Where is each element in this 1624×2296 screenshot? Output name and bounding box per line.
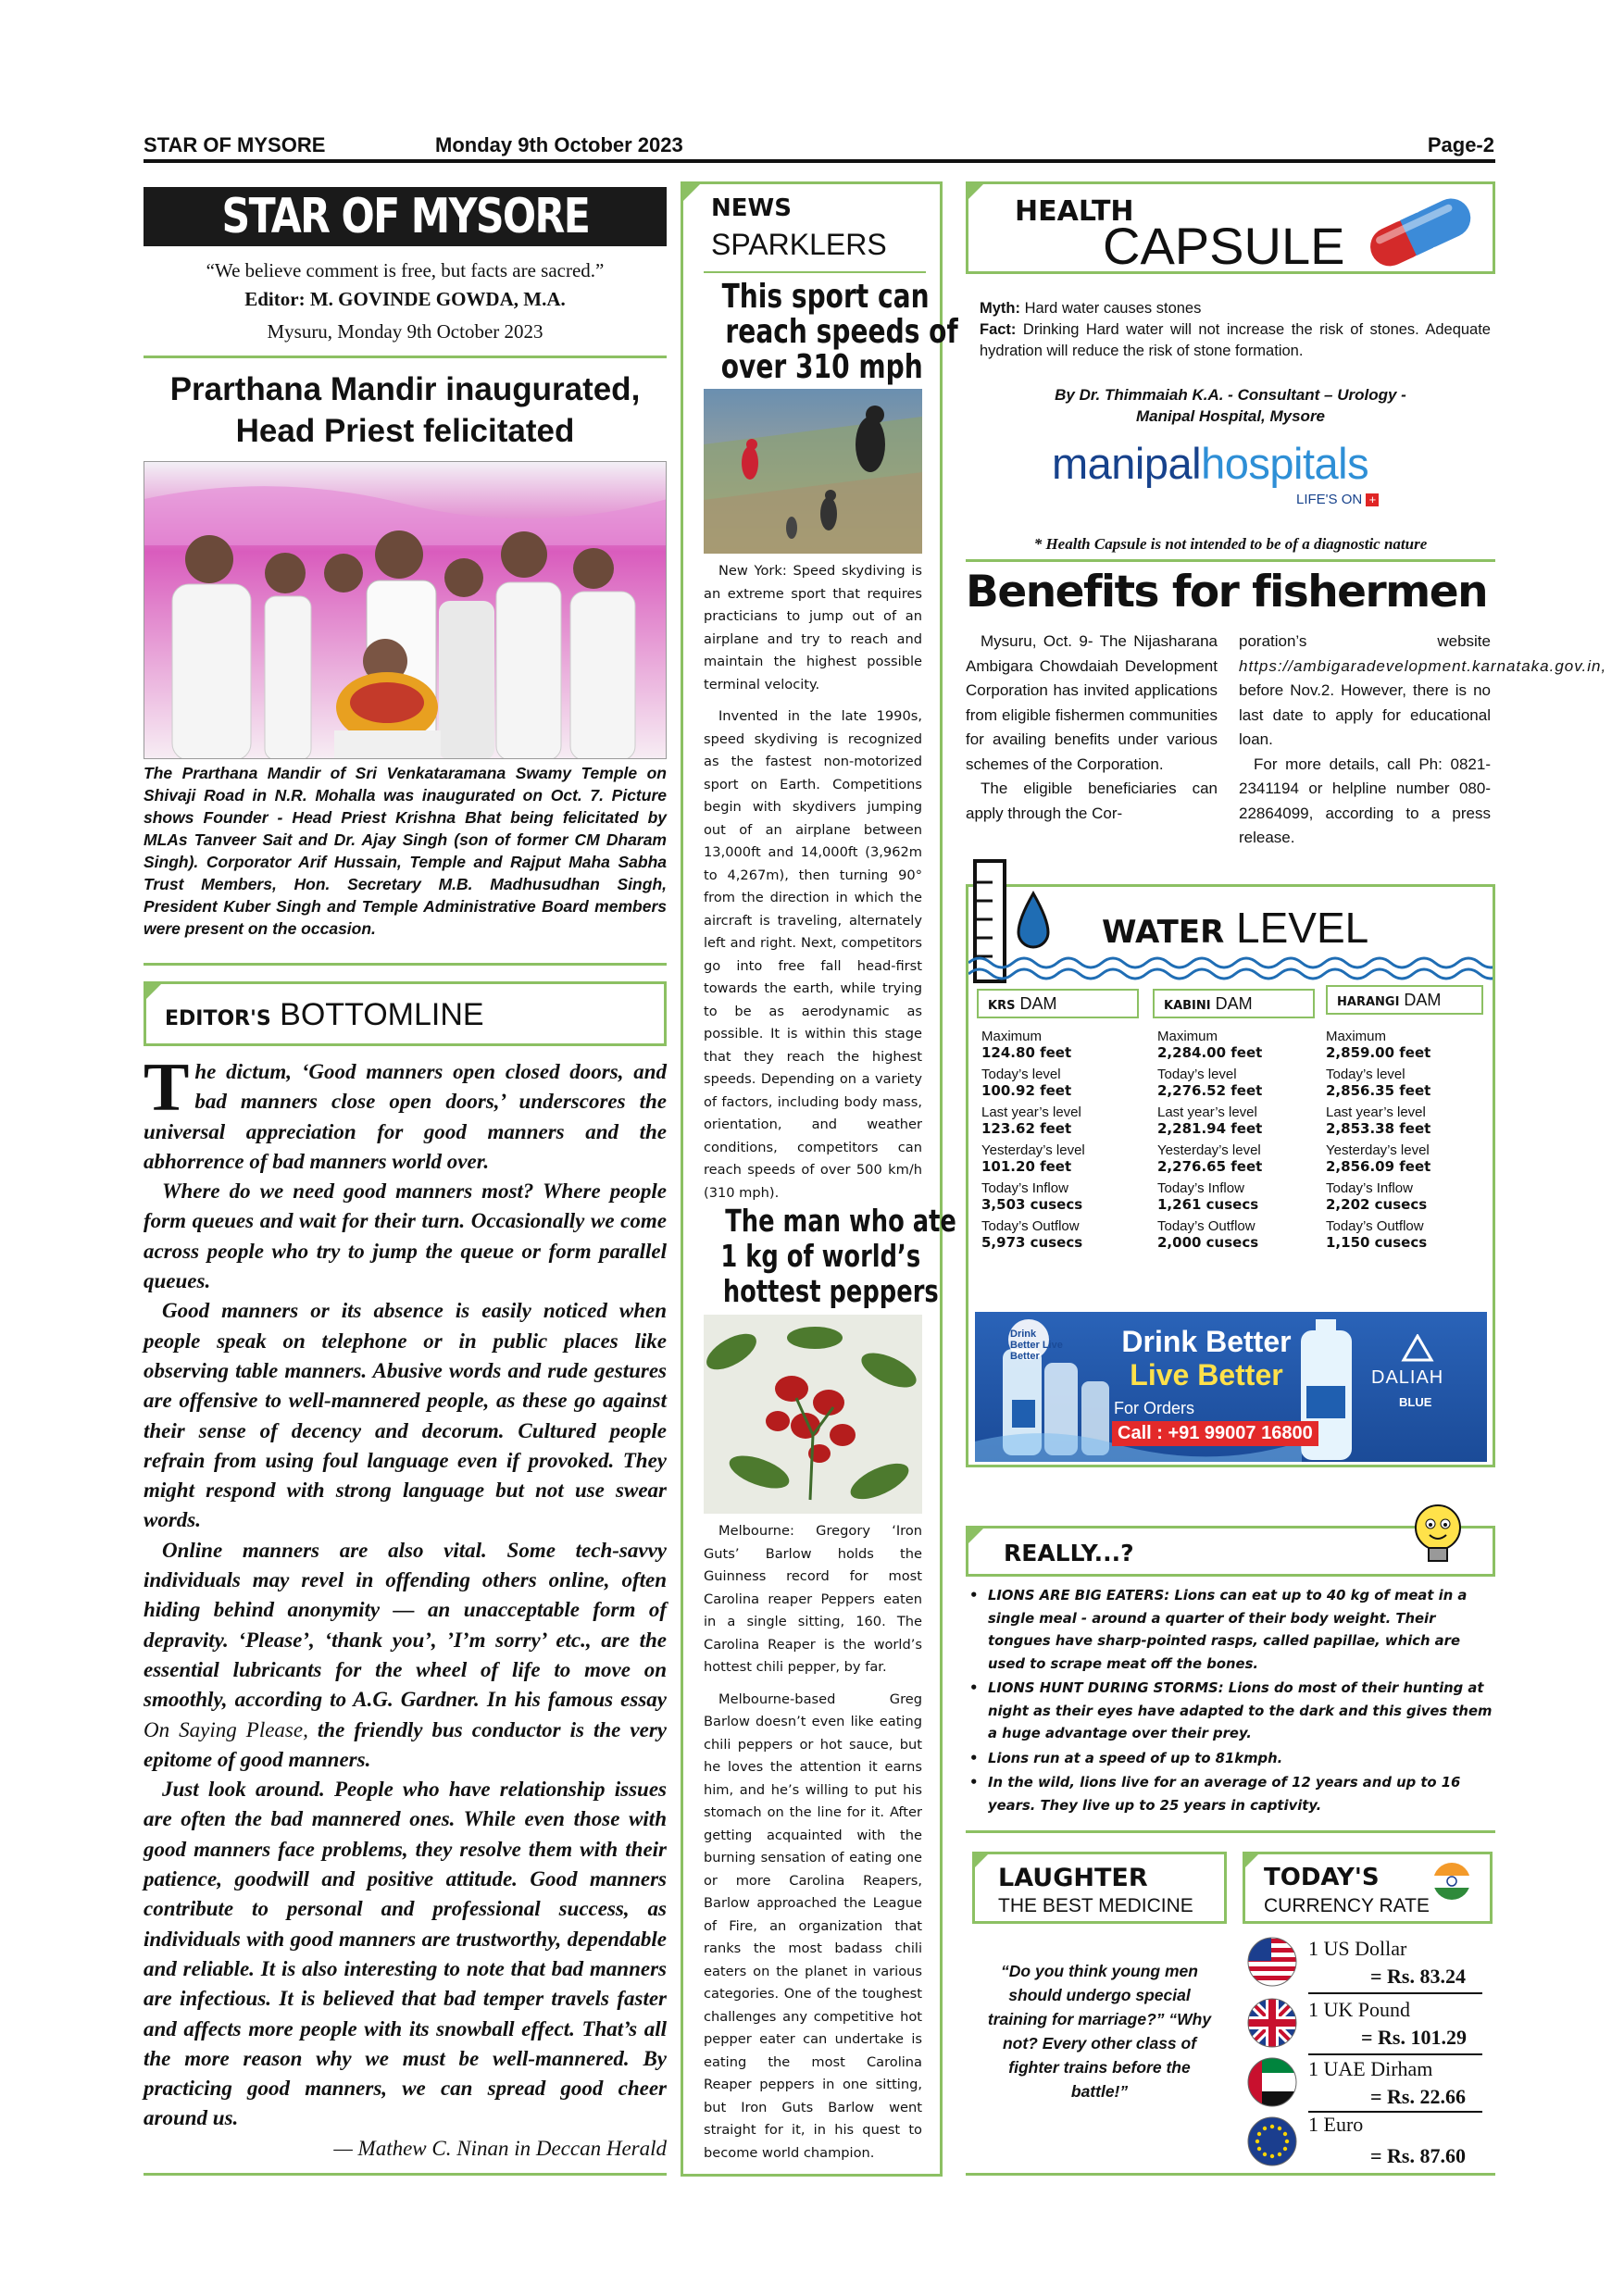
corner-triangle: [1243, 1852, 1261, 1870]
corner-triangle: [972, 1852, 991, 1870]
really-label: REALLY...?: [1004, 1540, 1134, 1566]
laughter-joke: “Do you think young men should undergo special training for marriage?” “Why not? Every other class of fighter trains before the battle!”: [987, 1962, 1212, 2101]
currency-name-aed: 1 UAE Dirham: [1308, 2057, 1433, 2080]
story2-body: [704, 1520, 922, 2174]
ad-brand: DALIAH: [1371, 1367, 1444, 1388]
divider: [966, 559, 1495, 562]
currency-label-bold: TODAY'S: [1264, 1864, 1380, 1891]
corner-triangle: [966, 1526, 986, 1546]
corner-triangle: [681, 181, 703, 204]
fishermen-url[interactable]: https://ambigaradevelopment.karnataka.gov.in,: [1239, 656, 1607, 675]
divider: [966, 1830, 1495, 1833]
health-capsule-label-bold: HEALTH: [1015, 195, 1134, 228]
masthead-editor: Editor: M. GOVINDE GOWDA, M.A.: [244, 288, 566, 310]
page-number: Page-2: [1427, 133, 1494, 156]
currency-name-eur: 1 Euro: [1308, 2113, 1364, 2136]
divider: [144, 963, 667, 966]
bottle-label: Drink Better Live Better: [1010, 1329, 1063, 1362]
really-item: • In the wild, lions live for an average of 12 years and up to 16 years. They live up to 25 years in captivity.: [966, 1772, 1495, 1817]
really-item: • Lions run at a speed of up to 81kmph.: [966, 1748, 1495, 1771]
water-ad[interactable]: [975, 1312, 1487, 1462]
daliah-logo-icon: [1394, 1334, 1441, 1362]
currency-label-light: CURRENCY RATE: [1264, 1895, 1430, 1916]
paper-name: STAR OF MYSORE: [144, 133, 326, 156]
lead-photo: [144, 461, 667, 759]
rate-underline: [1308, 1992, 1482, 1994]
capsule-icon: [1353, 184, 1492, 277]
editorial-body: [144, 1050, 667, 2164]
currency-rate-eur: = Rs. 87.60: [1370, 2144, 1466, 2167]
editorial-paragraph: Online manners are also vital. Some tech-savvy individuals may revel in offending others online, often hiding behind anonymity — an unacceptable form of depravity. ‘Please’, ‘thank you’, ’I’m sorry’ etc., are the essential lubricants for the wheel of life to move on smoothly, according to A.G. Gardner. In his famous essay On Saying Please, the friendly bus conductor is the very epitome of good manners.: [144, 1538, 667, 1771]
currency-rate-gbp: = Rs. 101.29: [1361, 2026, 1467, 2049]
health-capsule-header: [966, 181, 1495, 274]
currency-name-gbp: 1 UK Pound: [1308, 1998, 1411, 2021]
dam-data-krs: Maximum 124.80 feet Today’s level 100.92 feet Last year’s level 123.62 feet Yesterday’s level 101.20 feet Today’s Inflow 3,503 cusecs Today’s Outflow 5,973 cusecs: [981, 1029, 1085, 1251]
story2-paragraph: Melbourne: Gregory ‘Iron Guts’ Barlow holds the Guinness record for most Carolina reaper Peppers eaten in a single sitting, 160. The Carolina Reaper is the world’s hottest chili pepper, by far.: [704, 1523, 922, 1675]
masthead-tagline: “We believe comment is free, but facts are sacred.”: [206, 259, 605, 281]
currency-header: [1243, 1852, 1493, 1924]
lightbulb-icon: [1405, 1498, 1470, 1572]
fishermen-col1: [966, 630, 1218, 826]
currency-rate-usd: = Rs. 83.24: [1370, 1965, 1466, 1988]
news-sparklers-label-light: SPARKLERS: [711, 228, 887, 261]
plus-icon: +: [1366, 493, 1379, 506]
dropcap: T: [144, 1050, 190, 1126]
health-disclaimer: * Health Capsule is not intended to be of a diagnostic nature: [1033, 535, 1428, 553]
editorial-paragraph: Just look around. People who have relationship issues are often the bad mannered ones. While even those with good manners face problems, they resolve them with their patience, goodwill and positive attitude. Good manners contribute to personal and professional success, as individuals with good manners are trustworthy, dependable and reliable. It is also interesting to note that bad manners are infectious. It is believed that bad temper travels faster and affects more people with its snowball effect. That’s all the more reason why we must be well-mannered. By practicing good manners, we can spread good cheer around us.: [144, 1778, 667, 2130]
ad-for-orders: For Orders: [1114, 1399, 1195, 1417]
fishermen-col2: [1239, 630, 1607, 851]
laughter-header: [972, 1852, 1227, 1924]
story2-headline: The man who ate 1 kg of world’s hottest peppers: [720, 1203, 956, 1309]
story1-paragraph: New York: Speed skydiving is an extreme sport that requires practicians to jump out of an airplane and try to reach and maintain the highest possible terminal velocity.: [704, 563, 922, 693]
health-myth-fact: Myth: Hard water causes stones Fact: Drinking Hard water will not increase the risk of stones. Adequate hydration will reduce the risk of stone formation.: [980, 300, 1491, 359]
header-rule: [144, 159, 1495, 163]
col2-border-bottom: [681, 2174, 943, 2177]
editorial-paragraph: Where do we need good manners most? Where people form queues and wait for their turn. Occasionally we come across people who try to jump the queue or form parallel queues.: [144, 1179, 667, 1293]
really-list: [966, 1585, 1495, 1819]
ad-phone[interactable]: Call : +91 99007 16800: [1112, 1421, 1318, 1446]
editorial-paragraph: Good manners or its absence is easily noticed when people speak on telephone or in public places like observing table manners. Abusive words and rude gestures are offensive to well-mannered people, as these go against their sense of decency and decorum. Cultured people refrain from using foul language even if provoked. They might respond with strong language but not use swear words.: [144, 1299, 667, 1532]
editorial-paragraph: The dictum, ‘Good manners open closed doors, and bad manners close open doors,’ underscores the universal appreciation for good manners and the abhorrence of bad manners world over.: [144, 1050, 667, 1173]
dam-header-kabini: KABINI DAM: [1153, 989, 1315, 1018]
manipal-tagline: LIFE'S ON +: [1296, 492, 1379, 507]
us-flag-icon: [1245, 1935, 1299, 1989]
health-byline: By Dr. Thimmaiah K.A. - Consultant – Urology - Manipal Hospital, Mysore: [1055, 386, 1406, 425]
laughter-label-bold: LAUGHTER: [998, 1864, 1148, 1892]
dam-header-krs: KRS DAM: [977, 989, 1139, 1018]
col2-border-left: [681, 181, 683, 2177]
editors-bottomline-header: [144, 981, 667, 1046]
dam-header-harangi: HARANGI DAM: [1326, 985, 1483, 1015]
fishermen-headline: Benefits for fishermen: [966, 567, 1488, 618]
laughter-label-light: THE BEST MEDICINE: [998, 1895, 1193, 1916]
fishermen-paragraph: poration’s website https://ambigaradevelopment.karnataka.gov.in, before Nov.2. However, there is no last date to apply for educational loan.: [1239, 632, 1607, 748]
story2-paragraph: Melbourne-based Greg Barlow doesn’t even like eating chili peppers or hot sauce, but he loves the attention it earns him, and he’s willing to put his stomach on the line for it. After getting acquainted with the burning sensation of eating one or more Carolina Reapers, Barlow approached the League of Fire, an organization that ranks the most badass chili eaters on the planet in various categories. One of the toughest challenges any competitive hot pepper eater can undertake is eating the most Carolina Reaper peppers in one sitting, but Iron Guts Barlow went straight for it, in his quest to become world champion.: [704, 1691, 922, 2161]
story1-headline: This sport can reach speeds of over 310 mph: [720, 278, 958, 386]
fishermen-paragraph: The eligible beneficiaries can apply through the Cor-: [966, 780, 1218, 822]
water-level-label: WATER LEVEL: [1102, 904, 1369, 952]
divider: [144, 356, 667, 358]
lead-headline: Prarthana Mandir inaugurated, Head Priest felicitated: [169, 371, 641, 449]
divider: [144, 2173, 667, 2176]
news-sparklers-label-bold: NEWS: [711, 194, 792, 222]
rate-underline: [1308, 2053, 1482, 2055]
col2-border-right: [940, 181, 943, 2177]
corner-triangle: [966, 181, 986, 202]
col2-border-top: [681, 181, 943, 184]
currency-rate-aed: = Rs. 22.66: [1370, 2085, 1466, 2108]
currency-name-usd: 1 US Dollar: [1308, 1937, 1407, 1960]
divider: [966, 2173, 1495, 2176]
ad-slogan: Drink Better Live Better: [1121, 1325, 1292, 1391]
ad-brand-sub: BLUE: [1399, 1395, 1432, 1409]
peppers-photo: [704, 1315, 922, 1514]
water-waves-icon: [968, 954, 1493, 981]
masthead-title: STAR OF MYSORE: [144, 187, 667, 246]
lead-caption: The Prarthana Mandir of Sri Venkataramana Swamy Temple on Shivaji Road in N.R. Mohalla was inaugurated on Oct. 7. Picture shows Founder - Head Priest Krishna Bhat being felicitated by MLAs Tanveer Sait and Dr. Ajay Singh (son of former CM Dharam Singh). Corporator Arif Hussain, Temple and Rajput Maha Sabha Trust Members, Hon. Secretary M.B. Madhusudhan Singh, President Kuber Singh and Temple Administrative Board members were present on the occasion.: [144, 764, 667, 938]
essay-title: On Saying Please,: [144, 1717, 308, 1741]
story1-body: [704, 560, 922, 1214]
india-flag-icon: [1430, 1860, 1473, 1903]
uk-flag-icon: [1245, 1996, 1299, 2050]
masthead-dateline: Mysuru, Monday 9th October 2023: [267, 320, 543, 343]
uae-flag-icon: [1245, 2055, 1299, 2109]
story1-paragraph: Invented in the late 1990s, speed skydiving is recognized as the fastest non-motorized sport on Earth. Competitions begin with skydivers jumping out of an airplane between 13,000ft and 14,000ft (3,962m to 4,267m), then turning 90° from the direction in which the aircraft is traveling, alternately left and right. Next, competitors go into free fall head-first towards the earth, while trying to be as aerodynamic as possible. It is within this stage that they reach the highest speeds. Depending on a variety of factors, including body mass, orientation, and weather conditions, competitors can reach speeds of over 500 km/h (310 mph).: [704, 708, 922, 1201]
corner-triangle: [144, 981, 164, 1002]
really-item: • LIONS HUNT DURING STORMS: Lions do most of their hunting at night as their eyes have adapted to the dark and this gives them a huge advantage over their prey.: [966, 1678, 1495, 1746]
manipal-logo: manipalhospitals: [1052, 439, 1369, 488]
fishermen-paragraph: For more details, call Ph: 0821-2341194 or helpline number 080-22864099, according to a press release.: [1239, 755, 1491, 846]
editorial-attribution: — Mathew C. Ninan in Deccan Herald: [333, 2136, 667, 2160]
dam-data-kabini: Maximum 2,284.00 feet Today’s level 2,276.52 feet Last year’s level 2,281.94 feet Yesterday’s level 2,276.65 feet Today’s Inflow 1,261 cusecs Today’s Outflow 2,000 cusecs: [1157, 1029, 1263, 1251]
dam-data-harangi: Maximum 2,859.00 feet Today’s level 2,856.35 feet Last year’s level 2,853.38 feet Yesterday’s level 2,856.09 feet Today’s Inflow 2,202 cusecs Today’s Outflow 1,150 cusecs: [1326, 1029, 1431, 1251]
really-item: • LIONS ARE BIG EATERS: Lions can eat up to 40 kg of meat in a single meal - around a quarter of their body weight. Their tongues have sharp-pointed rasps, called papillae, which are used to scrape meat off the bones.: [966, 1585, 1495, 1676]
divider: [704, 271, 926, 273]
editors-bottomline-label: EDITOR'S BOTTOMLINE: [165, 997, 484, 1032]
fishermen-paragraph: Mysuru, Oct. 9- The Nijasharana Ambigara Chowdaiah Development Corporation has invited applications from eligible fishermen communities for availing benefits under various schemes of the Corporation.: [966, 632, 1218, 773]
eu-flag-icon: [1245, 2115, 1299, 2168]
skydiving-photo: [704, 389, 922, 554]
health-capsule-label-light: CAPSULE: [1103, 217, 1345, 275]
issue-date: Monday 9th October 2023: [435, 133, 683, 156]
